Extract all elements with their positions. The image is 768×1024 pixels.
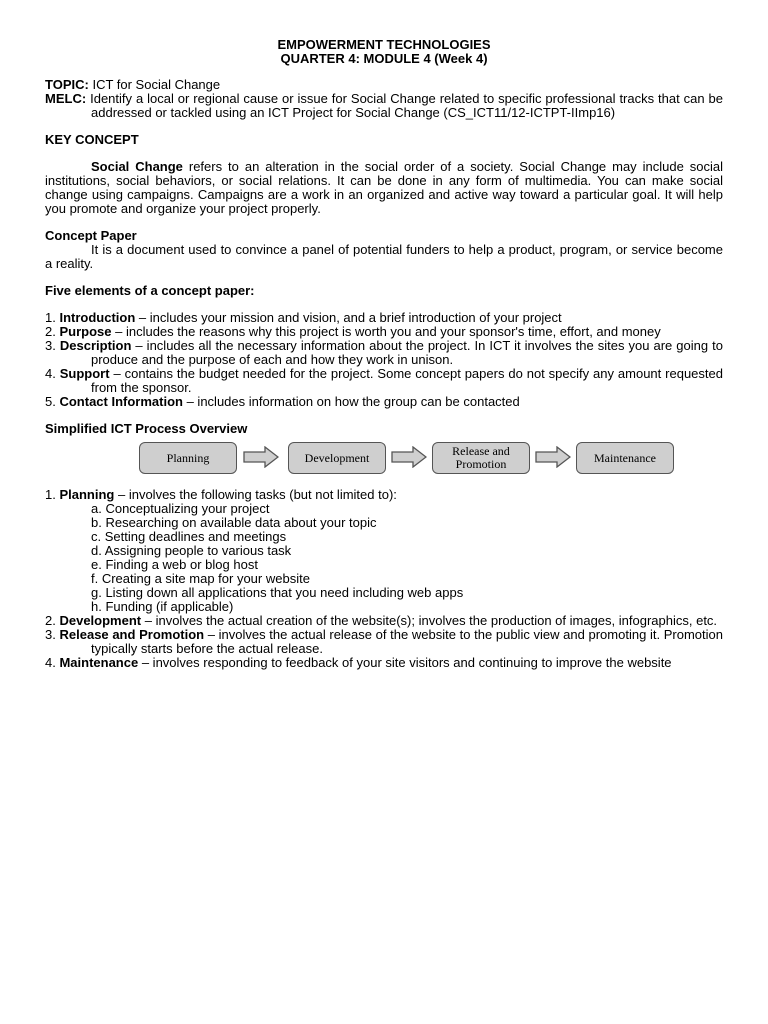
concept-paper-heading: Concept Paper [45, 228, 137, 243]
planning-task-list [45, 502, 723, 614]
process-step-development: Development [288, 442, 386, 474]
release-line-2: Promotion [455, 457, 507, 471]
topic-text: ICT for Social Change [92, 77, 221, 92]
social-change-text: refers to an alteration in the social order of a society. Social Change may include social institutions, social behaviors, or social relations. It can be done in any form of multimedia. You can make social change using campaigns. Campaigns are a work in an organized and active way toward a particular goal. It will help you promote and organize your project properly. [45, 159, 723, 216]
planning-task: h. Funding (if applicable) [91, 599, 234, 614]
element-item: 3. Description – includes all the necessary information about the project. In ICT it involves the sites you are going to produce and the purpose of each and how they work in unison. [45, 338, 723, 367]
planning-task: c. Setting deadlines and meetings [91, 529, 287, 544]
social-change-paragraph [45, 160, 723, 216]
key-concept-heading: KEY CONCEPT [45, 132, 139, 147]
document-title: EMPOWERMENT TECHNOLOGIES [277, 37, 491, 52]
melc-line [45, 92, 723, 120]
phase-release: 3. Release and Promotion – involves the actual release of the website to the public view and promoting it. Promotion typically starts before the actual release. [45, 627, 723, 656]
planning-task: b. Researching on available data about your topic [91, 515, 377, 530]
arrow-right-icon [391, 446, 427, 468]
element-item: 2. Purpose – includes the reasons why this project is worth you and your sponsor's time, effort, and money [45, 324, 661, 339]
process-flow-diagram [45, 442, 723, 484]
arrow-right-icon [535, 446, 571, 468]
planning-task: e. Finding a web or blog host [91, 557, 258, 572]
phase-planning: 1. Planning – involves the following tasks (but not limited to): [45, 487, 397, 502]
release-line-1: Release and [452, 444, 510, 458]
process-step-maintenance: Maintenance [576, 442, 674, 474]
arrow-right-icon [243, 446, 279, 468]
process-step-release-promotion [432, 442, 530, 474]
element-item: 1. Introduction – includes your mission and vision, and a brief introduction of your project [45, 310, 562, 325]
element-item: 5. Contact Information – includes information on how the group can be contacted [45, 394, 520, 409]
planning-task: a. Conceptualizing your project [91, 501, 270, 516]
melc-label: MELC: [45, 91, 87, 106]
process-step-planning: Planning [139, 442, 237, 474]
phase-maintenance: 4. Maintenance – involves responding to feedback of your site visitors and continuing to improve the website [45, 655, 672, 670]
document-subtitle: QUARTER 4: MODULE 4 (Week 4) [280, 51, 488, 66]
melc-text: Identify a local or regional cause or issue for Social Change related to specific professional tracks that can be addressed or tackled using an ICT Project for Social Change (CS_ICT11/12-ICTPT-IImp16) [90, 91, 723, 120]
topic-line [45, 78, 723, 92]
social-change-term: Social Change [91, 159, 183, 174]
planning-task: f. Creating a site map for your website [91, 571, 310, 586]
element-item: 4. Support – contains the budget needed for the project. Some concept papers do not specify any amount requested from the sponsor. [45, 366, 723, 395]
document-page [45, 38, 723, 670]
process-heading: Simplified ICT Process Overview [45, 421, 248, 436]
elements-heading: Five elements of a concept paper: [45, 283, 255, 298]
topic-label: TOPIC: [45, 77, 89, 92]
planning-task: d. Assigning people to various task [91, 543, 292, 558]
planning-task: g. Listing down all applications that you need including web apps [91, 585, 464, 600]
concept-paper-text: It is a document used to convince a panel of potential funders to help a product, program, or service become a reality. [45, 242, 723, 271]
phase-development: 2. Development – involves the actual creation of the website(s); involves the production of images, infographics, etc. [45, 613, 718, 628]
